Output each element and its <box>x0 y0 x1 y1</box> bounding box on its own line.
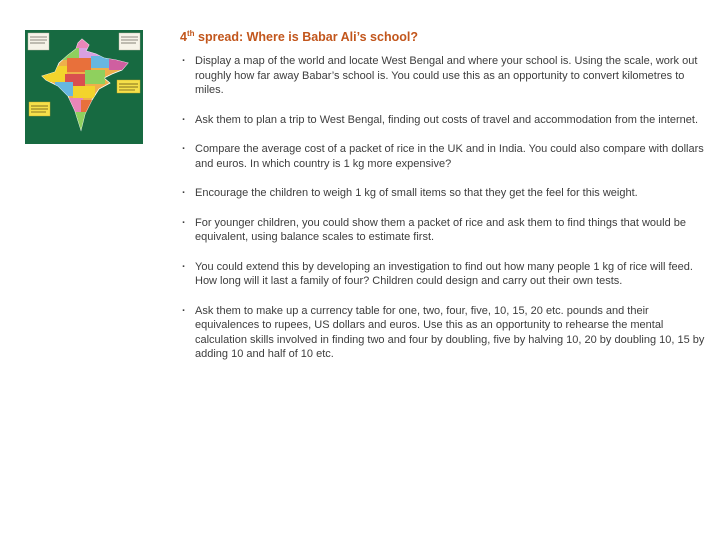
bullet-marker: · <box>182 55 186 67</box>
bullet-item <box>180 304 706 362</box>
bullet-item <box>180 54 706 98</box>
bullet-marker: · <box>182 216 186 229</box>
bullet-text: Ask them to plan a trip to West Bengal, finding out costs of travel and accommodation from the internet. <box>195 113 699 126</box>
title-text: spread: Where is Babar Ali’s school? <box>194 30 418 44</box>
bullet-text: Encourage the children to weigh 1 kg of small items so that they get the feel for this weight. <box>195 187 638 199</box>
bullet-marker: · <box>182 187 186 199</box>
bullet-marker: · <box>182 260 186 273</box>
bullet-marker: · <box>182 143 186 155</box>
bullet-item <box>180 142 706 171</box>
india-map-image <box>25 30 143 144</box>
bullet-item <box>180 113 706 128</box>
bullet-list <box>180 54 706 362</box>
bullet-marker: · <box>182 304 186 317</box>
page-title <box>180 30 706 45</box>
bullet-text: For younger children, you could show them a packet of rice and ask them to find things that would be equivalent, using balance scales to estimate first. <box>195 216 686 243</box>
title-ordinal: th <box>186 28 195 38</box>
slide-text-block <box>180 30 706 377</box>
bullet-item <box>180 260 706 289</box>
bullet-item <box>180 186 706 201</box>
bullet-text: Display a map of the world and locate West Bengal and where your school is. Using the scale, work out roughly how far away Babar’s school is. You could use this as an opportunity to convert kilometres to miles. <box>195 55 698 96</box>
india-map-illustration <box>25 30 143 144</box>
bullet-marker: · <box>182 113 186 126</box>
title-number: 4 <box>180 30 187 44</box>
bullet-text: Compare the average cost of a packet of rice in the UK and in India. You could also compare with dollars and euros. In which country is 1 kg more expensive? <box>195 143 704 170</box>
bullet-text: Ask them to make up a currency table for one, two, four, five, 10, 15, 20 etc. pounds and their equivalences to rupees, US dollars and euros. Use this as an opportunity to rehearse the mental calculation skills involved in finding two and four by doubling, five by halving 10, 20 by doubling 10, 15 by adding 10 and half of 10 etc. <box>195 304 705 360</box>
bullet-text: You could extend this by developing an investigation to find out how many people 1 kg of rice will feed. How long will it last a family of four? Children could design and carry out their own tests. <box>195 260 693 287</box>
bullet-item <box>180 216 706 245</box>
